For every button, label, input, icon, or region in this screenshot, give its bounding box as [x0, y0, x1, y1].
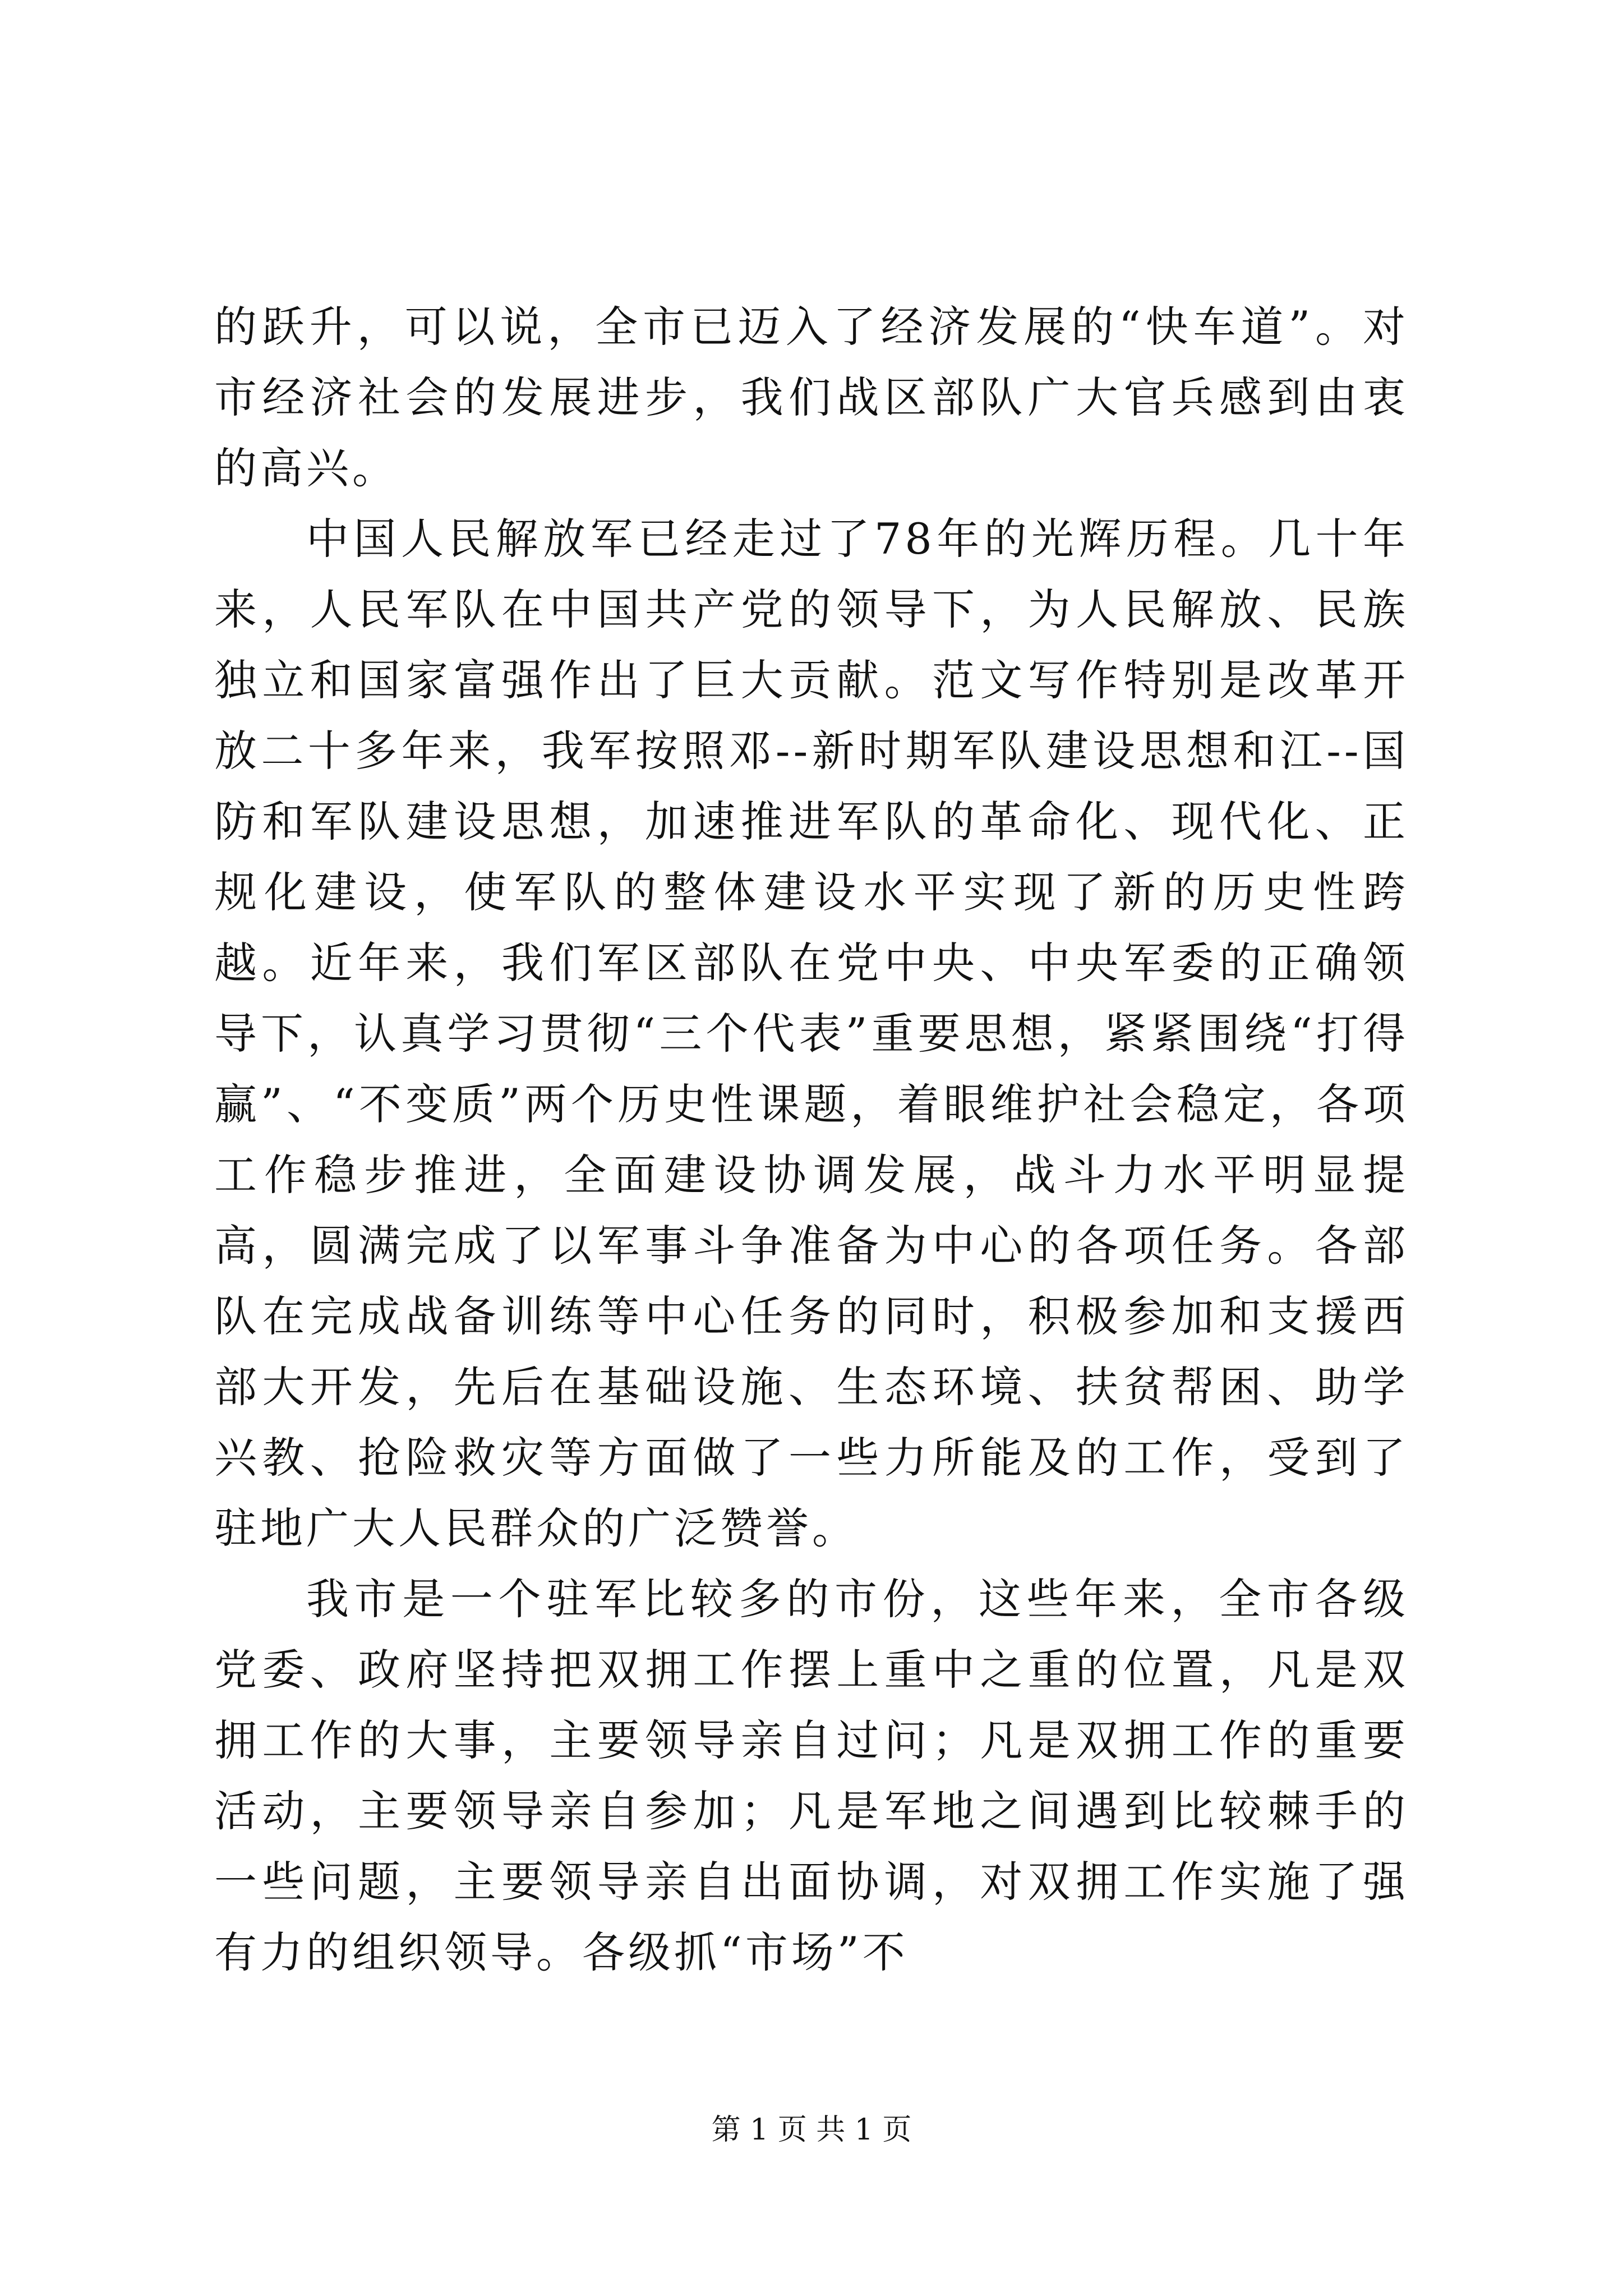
paragraph-1: 的跃升，可以说，全市已迈入了经济发展的“快车道”。对市经济社会的发展进步，我们战区部队广大官兵感到由衷的高兴。: [214, 302, 1409, 493]
page-footer: 第 1 页 共 1 页: [711, 2113, 912, 2147]
paragraph-3: 我市是一个驻军比较多的市份，这些年来，全市各级党委、政府坚持把双拥工作摆上重中之重的位置，凡是双拥工作的大事，主要领导亲自过问；凡是双拥工作的重要活动，主要领导亲自参加；凡是军地之间遇到比较棘手的一些问题，主要领导亲自出面协调，对双拥工作实施了强有力的组织领导。各级抓“市场”不: [214, 1574, 1409, 1977]
paragraph-2: 中国人民解放军已经走过了78年的光辉历程。几十年来，人民军队在中国共产党的领导下，为人民解放、民族独立和国家富强作出了巨大贡献。范文写作特别是改革开放二十多年来，我军按照邓--新时期军队建设思想和江--国防和军队建设思想，加速推进军队的革命化、现代化、正规化建设，使军队的整体建设水平实现了新的历史性跨越。近年来，我们军区部队在党中央、中央军委的正确领导下，认真学习贯彻“三个代表”重要思想，紧紧围绕“打得赢”、“不变质”两个历史性课题，着眼维护社会稳定，各项工作稳步推进，全面建设协调发展，战斗力水平明显提高，圆满完成了以军事斗争准备为中心的各项任务。各部队在完成战备训练等中心任务的同时，积极参加和支援西部大开发，先后在基础设施、生态环境、扶贫帮困、助学兴教、抢险救灾等方面做了一些力所能及的工作，受到了驻地广大人民群众的广泛赞誉。: [214, 514, 1409, 1553]
document-body: [214, 292, 1409, 1988]
